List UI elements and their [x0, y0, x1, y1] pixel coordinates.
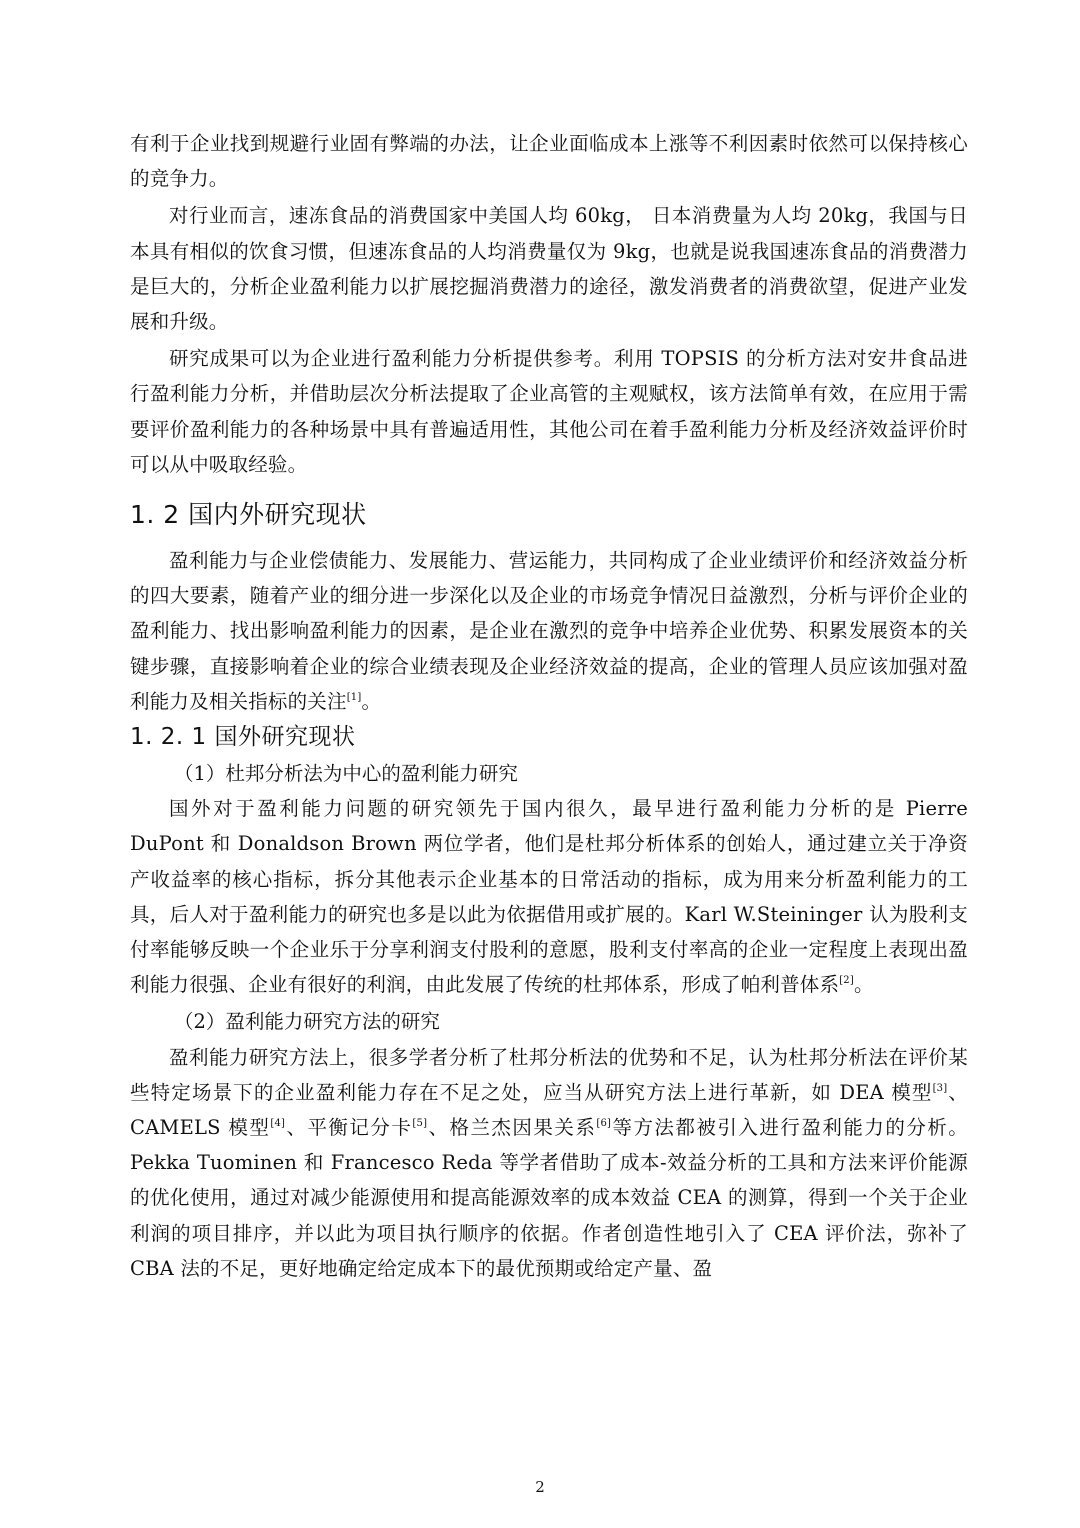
paragraph-text: 盈利能力研究方法上，很多学者分析了杜邦分析法的优势和不足，认为杜邦分析法在评价某些特定场景下的企业盈利能力存在不足之处，应当从研究方法上进行革新，如 DEA 模型: [130, 1045, 968, 1104]
section-heading-1-2: 1. 2 国内外研究现状: [130, 500, 367, 530]
citation-ref: [4]: [270, 1118, 286, 1130]
citation-ref: [6]: [596, 1118, 612, 1130]
citation-ref: [5]: [412, 1118, 428, 1130]
paragraph-end: 。: [361, 689, 382, 713]
paragraph-text: 、平衡记分卡: [285, 1116, 413, 1140]
subheading-dupont: （1）杜邦分析法为中心的盈利能力研究: [174, 762, 518, 786]
page-number: 2: [535, 1478, 545, 1496]
citation-ref: [2]: [839, 975, 854, 987]
paragraph-text: 等方法都被引入进行盈利能力的分析。Pekka Tuominen 和 Francesco Reda 等学者借助了成本-效益分析的工具和方法来评价能源的优化使用，通过对减少能源使用和提高能源效率的成本效益 CEA 的测算，得到一个关于企业利润的项目排序，并以此为项目执行顺序的依据。作者创造性地引入了 CEA 评价法，弥补了CBA 法的不足，更好地确定给定成本下的最优预期或给定产量、盈: [130, 1116, 969, 1280]
paragraph-text: 、格兰杰因果关系: [427, 1116, 597, 1140]
document-page: [130, 126, 968, 1286]
paragraph-profitability-intro: [130, 543, 968, 719]
citation-ref: [3]: [932, 1082, 948, 1094]
paragraph-research-value: 研究成果可以为企业进行盈利能力分析提供参考。利用 TOPSIS 的分析方法对安井食品进行盈利能力分析，并借助层次分析法提取了企业高管的主观赋权，该方法简单有效，在应用于需要评价盈利能力的各种场景中具有普遍适用性，其他公司在着手盈利能力分析及经济效益评价时可以从中吸取经验。: [130, 347, 968, 476]
subheading-methods: （2）盈利能力研究方法的研究: [174, 1010, 440, 1034]
paragraph-methods: [130, 1040, 968, 1286]
paragraph-text: 国外对于盈利能力问题的研究领先于国内很久，最早进行盈利能力分析的是 Pierre DuPont 和 Donaldson Brown 两位学者，他们是杜邦分析体系的创始人，通过建立关于净资产收益率的核心指标，拆分其他表示企业基本的日常活动的指标，成为用来分析盈利能力的工具，后人对于盈利能力的研究也多是以此为依据借用或扩展的。Karl W.Steininger 认为股利支付率能够反映一个企业乐于分享利润支付股利的意愿，股利支付率高的企业一定程度上表现出盈利能力很强、企业有很好的利润，由此发展了传统的杜邦体系，形成了帕利普体系: [130, 797, 968, 997]
paragraph-dupont: [130, 791, 968, 1002]
paragraph-text: 盈利能力与企业偿债能力、发展能力、营运能力，共同构成了企业业绩评价和经济效益分析的四大要素，随着产业的细分进一步深化以及企业的市场竞争情况日益激烈，分析与评价企业的盈利能力、找出影响盈利能力的因素，是企业在激烈的竞争中培养企业优势、积累发展资本的关键步骤，直接影响着企业的综合业绩表现及企业经济效益的提高，企业的管理人员应该加强对盈利能力及相关指标的关注: [130, 549, 968, 713]
paragraph-continuation: 有利于企业找到规避行业固有弊端的办法，让企业面临成本上涨等不利因素时依然可以保持核心的竞争力。: [130, 132, 968, 191]
paragraph-text: 、CAMELS 模型: [130, 1080, 968, 1140]
citation-ref: [1]: [346, 691, 362, 703]
paragraph-end: 。: [853, 973, 874, 997]
section-heading-1-2-1: 1. 2. 1 国外研究现状: [130, 724, 356, 751]
paragraph-industry: 对行业而言，速冻食品的消费国家中美国人均 60kg， 日本消费量为人均 20kg，我国与日本具有相似的饮食习惯，但速冻食品的人均消费量仅为 9kg，也就是说我国速冻食品的消费潜力是巨大的，分析企业盈利能力以扩展挖掘消费潜力的途径，激发消费者的消费欲望，促进产业发展和升级。: [130, 204, 968, 334]
